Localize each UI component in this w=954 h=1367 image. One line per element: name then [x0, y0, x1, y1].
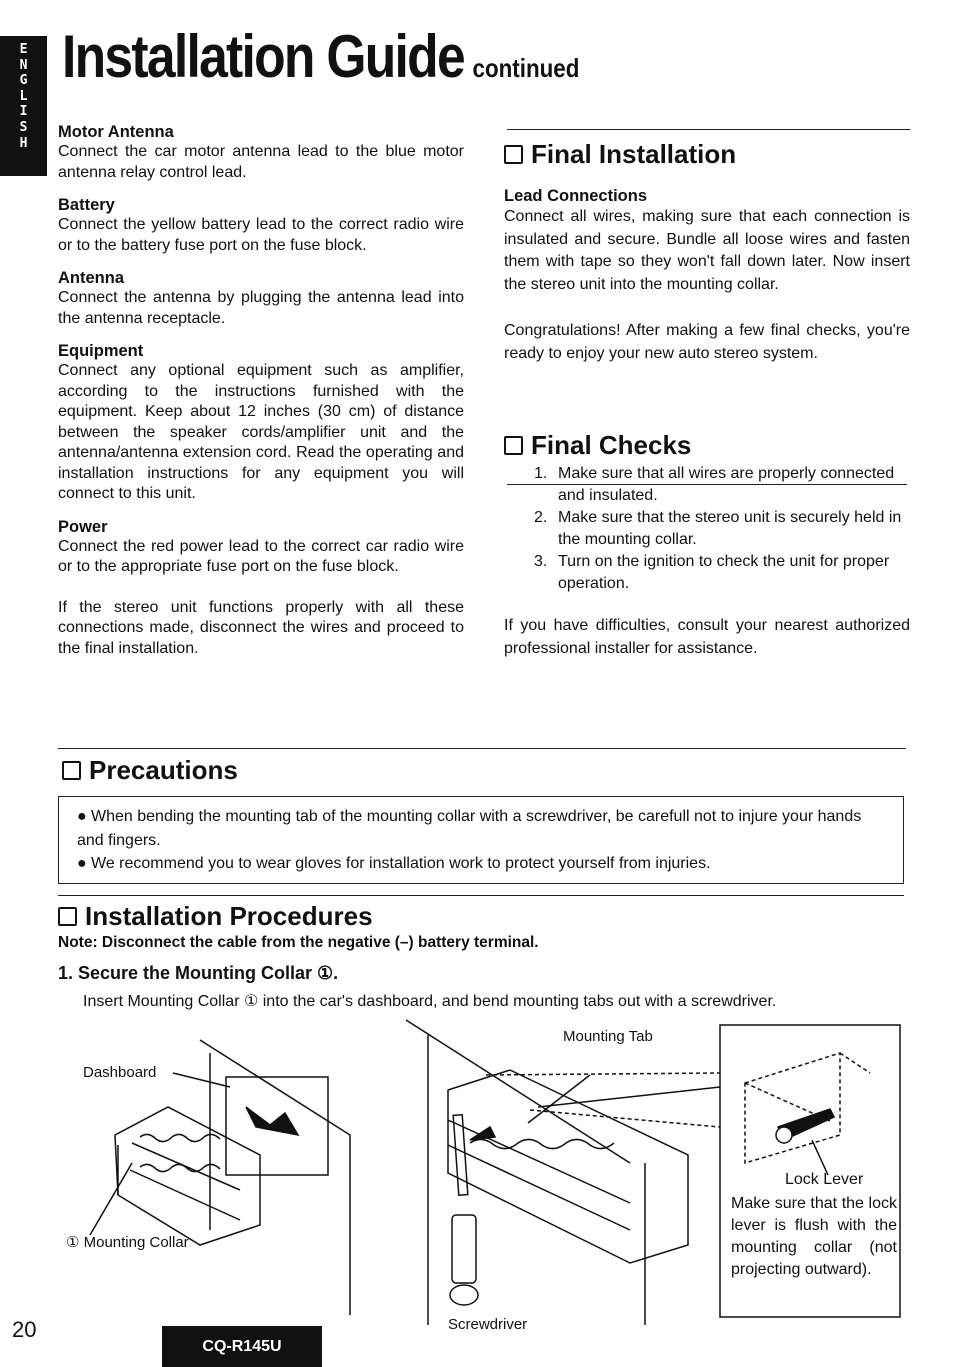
procedures-rule: [58, 895, 904, 896]
final-checks-title: Final Checks: [531, 430, 692, 460]
lock-lever-label: Lock Lever: [785, 1171, 864, 1188]
checkbox-square-icon: [58, 907, 77, 926]
precaution-item: ● When bending the mounting tab of the mounting collar with a screwdriver, be carefull not to injure your hands and fingers.: [77, 808, 862, 849]
antenna-block: [58, 268, 464, 329]
list-item: 3. Turn on the ignition to check the unit for proper operation.: [534, 553, 890, 592]
list-item: 2. Make sure that the stereo unit is securely held in the mounting collar.: [534, 509, 902, 548]
motor-antenna-block: [58, 122, 464, 183]
lead-connections-heading: Lead Connections: [504, 187, 648, 205]
precaution-item: ● We recommend you to wear gloves for installation work to protect yourself from injuries.: [77, 855, 711, 872]
language-tab: [0, 36, 47, 176]
dashboard-label: Dashboard: [83, 1064, 157, 1081]
power-text: Connect the red power lead to the correct car radio wire or to the appropriate fuse port on the fuse block.: [58, 537, 464, 575]
mounting-tab-label: Mounting Tab: [563, 1028, 653, 1045]
closing-paragraph: If the stereo unit functions properly with all these connections made, disconnect the wires and proceed to the final installation.: [58, 598, 464, 657]
precautions-heading: [62, 754, 238, 786]
page-subtitle: continued: [472, 53, 580, 83]
checkbox-square-icon: [504, 436, 523, 455]
battery-heading: Battery: [58, 196, 115, 214]
antenna-text: Connect the antenna by plugging the antenna lead into the antenna receptacle.: [58, 289, 464, 327]
final-checks-rule: [507, 484, 907, 485]
power-block: [58, 517, 464, 578]
antenna-heading: Antenna: [58, 269, 124, 287]
precautions-rule: [58, 748, 906, 749]
equipment-text: Connect any optional equipment such as amplifier, according to the instructions furnished with the equipment. Keep about 12 inches (30 cm) of distance between the speaker cords/amplifier unit and the antenna/antenna extension cord. Read the operating and installation instructions for any equipment you will connect to this unit.: [58, 362, 464, 502]
model-badge: CQ-R145U: [162, 1326, 322, 1367]
right-column: [504, 128, 910, 660]
installation-procedures-heading: [58, 900, 373, 932]
checkbox-square-icon: [504, 145, 523, 164]
equipment-heading: Equipment: [58, 342, 144, 360]
checkbox-square-icon: [62, 761, 81, 780]
mounting-collar-drawing: [90, 1073, 260, 1245]
left-column: [58, 122, 464, 659]
final-installation-heading: [504, 138, 910, 170]
motor-antenna-text: Connect the car motor antenna lead to the blue motor antenna relay control lead.: [58, 143, 464, 181]
battery-block: [58, 195, 464, 256]
assistance-text: If you have difficulties, consult your nearest authorized professional installer for assistance.: [504, 617, 910, 657]
motor-antenna-heading: Motor Antenna: [58, 123, 174, 141]
step1-text: Insert Mounting Collar ① into the car's dashboard, and bend mounting tabs out with a screwdriver.: [83, 993, 777, 1010]
dashboard-drawing: [200, 1040, 350, 1315]
language-tab-text: E N G L I S H: [19, 42, 28, 151]
installation-illustration: [70, 1015, 910, 1335]
installation-procedures-title: Installation Procedures: [85, 901, 373, 931]
mounting-collar-label: ① Mounting Collar: [66, 1234, 189, 1251]
page-title: [62, 20, 579, 105]
final-checks-heading: [504, 429, 910, 461]
list-item: 1. Make sure that all wires are properly connected and insulated.: [534, 465, 895, 504]
final-installation-title: Final Installation: [531, 139, 737, 169]
page-title-text: Installation Guide: [62, 23, 464, 90]
screwdriver-drawing: [406, 1020, 720, 1325]
screwdriver-label: Screwdriver: [448, 1316, 528, 1333]
step1-title: 1. Secure the Mounting Collar ①.: [58, 963, 339, 983]
congratulations-text: Congratulations! After making a few final checks, you're ready to enjoy your new auto stereo system.: [504, 322, 910, 362]
page-number: 20: [12, 1317, 37, 1342]
lead-connections-text: Connect all wires, making sure that each connection is insulated and secure. Bundle all loose wires and fasten them with tape so they won't fall down later. Now insert the stereo unit into the mounting collar.: [504, 208, 910, 293]
precautions-box: [58, 796, 904, 884]
final-checks-list: [534, 463, 910, 595]
power-heading: Power: [58, 517, 108, 536]
lock-lever-note: Make sure that the lock lever is flush with the mounting collar (not projecting outward).: [731, 1195, 897, 1278]
precautions-title: Precautions: [89, 755, 238, 785]
equipment-block: [58, 341, 464, 505]
battery-text: Connect the yellow battery lead to the correct radio wire or to the battery fuse port on the fuse block.: [58, 216, 464, 254]
battery-note: Note: Disconnect the cable from the negative (–) battery terminal.: [58, 934, 539, 951]
